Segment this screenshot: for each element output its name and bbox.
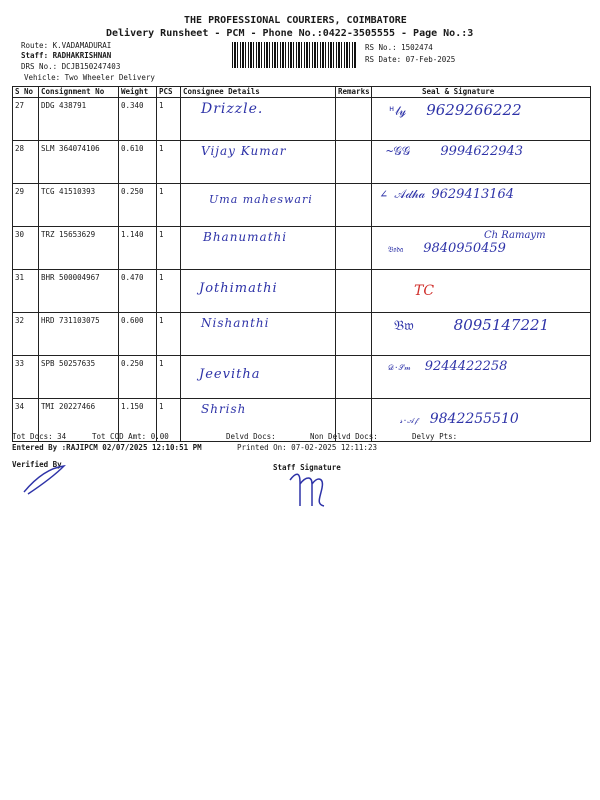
consignment-cell: TCG 41510393 [39, 184, 119, 227]
delvd-docs: Delvd Docs: [226, 432, 276, 441]
pcs-cell: 1 [157, 141, 181, 184]
weight-cell: 0.610 [119, 141, 157, 184]
delvy-pts: Delvy Pts: [412, 432, 458, 441]
signature-scribble: 𝒟·𝒮𝓂 [388, 363, 411, 372]
col-header: Weight [119, 87, 157, 98]
table-header-row [13, 87, 591, 98]
table-row [13, 356, 591, 399]
signature-scribble: ∠ 𝒜𝒹𝒽𝒶 [380, 187, 426, 201]
rs-date: RS Date: 07-Feb-2025 [365, 55, 456, 64]
consignee-cell [181, 270, 336, 313]
table-row [13, 98, 591, 141]
remarks-cell [336, 227, 372, 270]
sno-cell: 32 [13, 313, 39, 356]
sno-cell: 28 [13, 141, 39, 184]
signature-cell [372, 356, 591, 399]
route-label: Route: K.VADAMADURAI [21, 41, 112, 50]
runsheet-subtitle: Delivery Runsheet - PCM - Phone No.:0422-3505555 - Page No.:3 [106, 28, 474, 39]
verifier-signature [20, 462, 80, 498]
signature-phone: 8095147221 [453, 316, 550, 334]
sno-cell: 33 [13, 356, 39, 399]
col-header: Consignee Details [181, 87, 336, 98]
weight-cell: 1.140 [119, 227, 157, 270]
vehicle-label: Vehicle: Two Wheeler Delivery [24, 73, 155, 82]
consignee-handwriting: Drizzle. [201, 101, 264, 117]
rs-number: RS No.: 1502474 [365, 43, 433, 52]
consignee-cell [181, 313, 336, 356]
table-row [13, 313, 591, 356]
weight-cell: 0.470 [119, 270, 157, 313]
consignee-handwriting: Vijay Kumar [201, 144, 287, 158]
signature-note: Ch Ramaym [484, 230, 546, 241]
consignment-cell: TRZ 15653629 [39, 227, 119, 270]
signature-cell [372, 141, 591, 184]
remarks-cell [336, 356, 372, 399]
pcs-cell: 1 [157, 356, 181, 399]
signature-cell [372, 184, 591, 227]
signature-cell [372, 98, 591, 141]
sno-cell: 31 [13, 270, 39, 313]
consignment-cell: TMI 20227466 [39, 399, 119, 442]
signature-phone: 9842255510 [429, 411, 519, 427]
consignee-cell [181, 356, 336, 399]
pcs-cell: 1 [157, 270, 181, 313]
consignee-handwriting: Shrish [201, 402, 247, 416]
signature-cell [372, 313, 591, 356]
signature-phone: 9994622943 [440, 144, 524, 159]
company-title: THE PROFESSIONAL COURIERS, COIMBATORE [184, 15, 407, 26]
table-row [13, 270, 591, 313]
remarks-cell [336, 98, 372, 141]
remarks-cell [336, 184, 372, 227]
weight-cell: 0.600 [119, 313, 157, 356]
entered-by: Entered By :RAJIPCM 02/07/2025 12:10:51 PM [12, 443, 202, 452]
consignee-cell [181, 98, 336, 141]
signature-phone: TC [414, 283, 435, 299]
consignment-cell: SLM 364074106 [39, 141, 119, 184]
col-header: Remarks [336, 87, 372, 98]
printed-on: Printed On: 07-02-2025 12:11:23 [237, 443, 377, 452]
signature-phone: 9840950459 [423, 241, 506, 256]
pcs-cell: 1 [157, 227, 181, 270]
pcs-cell: 1 [157, 98, 181, 141]
signature-cell [372, 270, 591, 313]
staff-signature-label: Staff Signature [273, 463, 341, 472]
signature-scribble: 𝔅𝔬𝔡𝔞 [388, 245, 404, 254]
drs-label: DRS No.: DCJB150247403 [21, 62, 121, 71]
runsheet-table [12, 86, 591, 442]
sno-cell: 27 [13, 98, 39, 141]
consignee-handwriting: Nishanthi [201, 316, 270, 330]
sno-cell: 30 [13, 227, 39, 270]
col-header: Consignment No [39, 87, 119, 98]
signature-scribble: 𝔅𝔴 [394, 318, 414, 334]
consignment-cell: DDG 438791 [39, 98, 119, 141]
non-delvd-docs: Non Delvd Docs: [310, 432, 378, 441]
table-row [13, 184, 591, 227]
weight-cell: 0.250 [119, 356, 157, 399]
pcs-cell: 1 [157, 399, 181, 442]
consignee-handwriting: Jothimathi [199, 281, 278, 296]
consignee-cell [181, 184, 336, 227]
signature-cell [372, 227, 591, 270]
remarks-cell [336, 313, 372, 356]
weight-cell: 0.250 [119, 184, 157, 227]
barcode [232, 42, 356, 68]
tot-cod-amt: Tot COD Amt: 0.00 [92, 432, 169, 441]
consignee-handwriting: Bhanumathi [203, 230, 288, 244]
signature-scribble: ~𝒢𝒢 [386, 144, 411, 158]
signature-scribble: ᴴ𝓁𝓎 [388, 104, 407, 118]
table-row [13, 141, 591, 184]
signature-phone: 9629266222 [426, 101, 522, 119]
weight-cell: 0.340 [119, 98, 157, 141]
consignment-cell: HRD 731103075 [39, 313, 119, 356]
col-header: PCS [157, 87, 181, 98]
sno-cell: 34 [13, 399, 39, 442]
consignment-cell: BHR 500004967 [39, 270, 119, 313]
tot-docs: Tot Docs: 34 [12, 432, 67, 441]
staff-label: Staff: RADHAKRISHNAN [21, 51, 112, 60]
weight-cell: 1.150 [119, 399, 157, 442]
consignment-cell: SPB 50257635 [39, 356, 119, 399]
col-header: S No [13, 87, 39, 98]
consignee-handwriting: Jeevitha [199, 367, 261, 382]
signature-scribble: 𝓈·𝒜𝒻 [400, 416, 418, 425]
remarks-cell [336, 141, 372, 184]
consignee-cell [181, 141, 336, 184]
pcs-cell: 1 [157, 313, 181, 356]
remarks-cell [336, 270, 372, 313]
signature-phone: 9244422258 [424, 359, 508, 374]
pcs-cell: 1 [157, 184, 181, 227]
verified-by: Verified By [12, 460, 62, 469]
col-header: Seal & Signature [372, 87, 591, 98]
signature-phone: 9629413164 [431, 187, 515, 202]
sno-cell: 29 [13, 184, 39, 227]
table-row [13, 227, 591, 270]
signature-cell [372, 399, 591, 442]
consignee-handwriting: Uma maheswari [209, 193, 313, 206]
consignee-cell [181, 227, 336, 270]
staff-signature [286, 470, 330, 510]
